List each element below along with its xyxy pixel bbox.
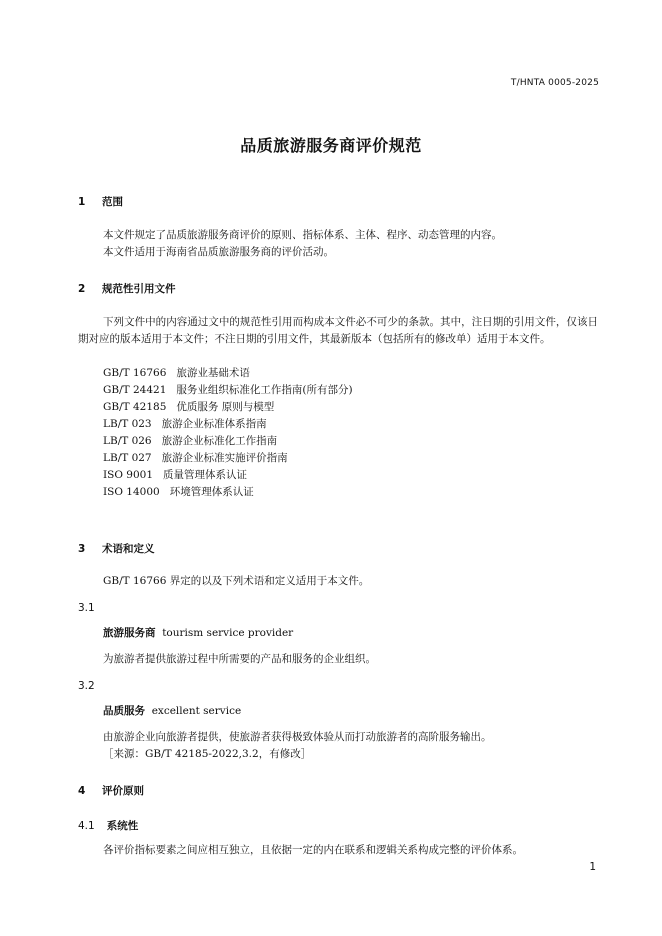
- section-number: 3: [78, 543, 86, 555]
- reference-code: GB/T 16766: [103, 367, 167, 379]
- section-2-heading: [78, 281, 176, 296]
- scope-paragraph-2: 本文件适用于海南省品质旅游服务商的评价活动。: [103, 246, 334, 258]
- reference-item: [103, 416, 267, 433]
- reference-code: GB/T 24421: [103, 384, 167, 396]
- section-number: 2: [78, 283, 86, 295]
- term-3-2-entry: [103, 703, 241, 720]
- term-english: tourism service provider: [162, 627, 294, 639]
- reference-item: [103, 484, 254, 501]
- reference-code: ISO 9001: [103, 469, 154, 481]
- term-chinese: 旅游服务商: [103, 627, 156, 639]
- term-3-1-definition: 为旅游者提供旅游过程中所需要的产品和服务的企业组织。: [103, 653, 376, 665]
- reference-item: [103, 365, 250, 382]
- reference-item: [103, 467, 247, 484]
- section-number: 4: [78, 785, 86, 797]
- reference-title: 环境管理体系认证: [169, 486, 254, 498]
- reference-title: 质量管理体系认证: [163, 469, 248, 481]
- term-3-1-entry: [103, 625, 293, 642]
- section-4-heading: [78, 783, 144, 798]
- subsection-number: 4.1: [78, 820, 95, 832]
- reference-title: 服务业组织标准化工作指南(所有部分): [176, 384, 353, 396]
- subsection-4-1-heading: [78, 818, 138, 833]
- reference-code: GB/T 42185: [103, 401, 167, 413]
- section-title: 评价原则: [102, 785, 144, 797]
- section-number: 1: [78, 196, 86, 208]
- section-1-heading: [78, 194, 123, 209]
- term-3-1-number: 3.1: [78, 602, 95, 614]
- reference-title: 旅游企业标准体系指南: [161, 418, 267, 430]
- term-3-2-source: ［来源：GB/T 42185-2022,3.2，有修改］: [103, 748, 312, 760]
- section-title: 术语和定义: [102, 543, 155, 555]
- reference-item: [103, 399, 274, 416]
- document-title: 品质旅游服务商评价规范: [240, 136, 422, 155]
- reference-code: ISO 14000: [103, 486, 160, 498]
- reference-item: [103, 433, 277, 450]
- reference-code: LB/T 026: [103, 435, 152, 447]
- reference-item: [103, 382, 353, 399]
- document-code: T/HNTA 0005-2025: [510, 78, 599, 88]
- scope-paragraph-1: 本文件规定了品质旅游服务商评价的原则、指标体系、主体、程序、动态管理的内容。: [103, 229, 502, 241]
- terms-intro: GB/T 16766 界定的以及下列术语和定义适用于本文件。: [103, 575, 370, 587]
- section-title: 规范性引用文件: [102, 283, 176, 295]
- subsection-4-1-text: 各评价指标要素之间应相互独立，且依据一定的内在联系和逻辑关系构成完整的评价体系。: [103, 844, 523, 856]
- reference-item: [103, 450, 288, 467]
- section-title: 范围: [102, 196, 123, 208]
- page-number: 1: [589, 861, 596, 873]
- reference-title: 优质服务 原则与模型: [176, 401, 275, 413]
- reference-title: 旅游业基础术语: [176, 367, 250, 379]
- reference-title: 旅游企业标准实施评价指南: [161, 452, 288, 464]
- references-intro: 下列文件中的内容通过文中的规范性引用而构成本文件必不可少的条款。其中，注日期的引用文件，仅该日期对应的版本适用于本文件；不注日期的引用文件，其最新版本（包括所有的修改单）适用于本文件。: [78, 316, 598, 345]
- term-3-2-definition: 由旅游企业向旅游者提供，使旅游者获得极致体验从而打动旅游者的高阶服务输出。: [103, 731, 492, 743]
- subsection-title: 系统性: [106, 820, 139, 832]
- term-english: excellent service: [151, 705, 242, 717]
- term-chinese: 品质服务: [103, 705, 145, 717]
- reference-code: LB/T 023: [103, 418, 152, 430]
- reference-code: LB/T 027: [103, 452, 152, 464]
- section-3-heading: [78, 541, 155, 556]
- term-3-2-number: 3.2: [78, 680, 95, 692]
- reference-title: 旅游企业标准化工作指南: [161, 435, 278, 447]
